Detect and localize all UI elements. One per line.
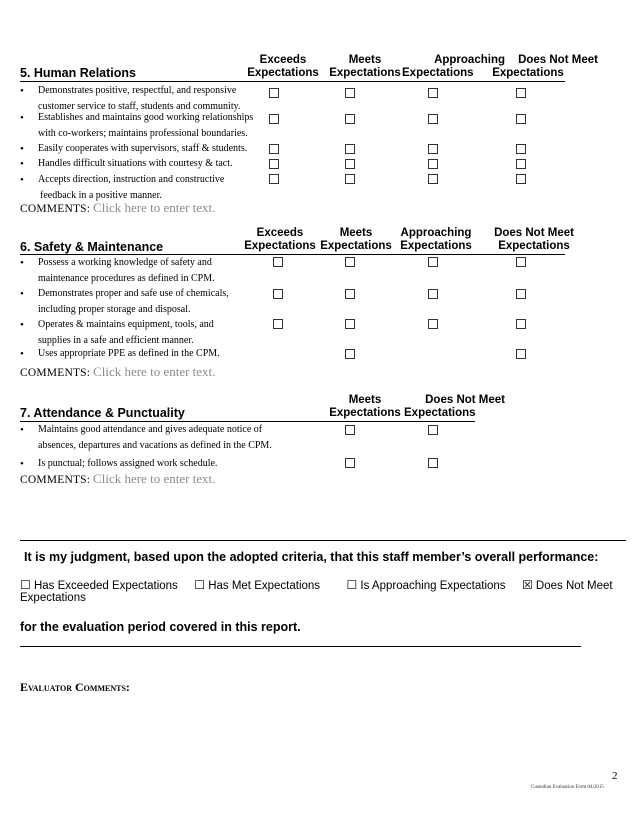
list-item: • Accepts direction, instruction and constructive feedback in a positive manner. xyxy=(20,174,225,201)
overall-rating-options xyxy=(20,578,613,592)
col-does-not-meet-header: Does Not Meet Expectations xyxy=(494,227,574,252)
checkbox-unchecked-icon[interactable]: ☐ xyxy=(20,578,31,592)
comments-field[interactable] xyxy=(20,364,215,380)
col-approaching-header: Approaching Expectations xyxy=(400,227,472,252)
bullet-icon: • xyxy=(20,348,24,360)
page-number: 2 xyxy=(612,770,618,782)
checkbox-approaching[interactable] xyxy=(428,174,438,184)
checkbox-exceeds[interactable] xyxy=(269,159,279,169)
col-approaching-header-2: Expectations xyxy=(402,67,474,79)
checkbox-meets[interactable] xyxy=(345,114,355,124)
checkbox-meets[interactable] xyxy=(345,289,355,299)
checkbox-does-not-meet[interactable] xyxy=(516,114,526,124)
rating-does-not-meet-option[interactable]: ☒ Does Not Meet xyxy=(521,578,613,592)
checkbox-does-not-meet[interactable] xyxy=(428,425,438,435)
list-item: • Easily cooperates with supervisors, staff & students. xyxy=(20,143,248,155)
checkbox-approaching[interactable] xyxy=(428,257,438,267)
list-item: • Operates & maintains equipment, tools, and supplies in a safe and efficient manner. xyxy=(20,319,214,346)
bullet-icon: • xyxy=(20,458,24,470)
checkbox-exceeds[interactable] xyxy=(269,144,279,154)
checkbox-meets[interactable] xyxy=(345,144,355,154)
col-does-not-meet-header-2: Expectations xyxy=(404,407,476,419)
checkbox-meets[interactable] xyxy=(345,425,355,435)
overall-judgment-statement: It is my judgment, based upon the adopted criteria, that this staff member’s overall performance: xyxy=(24,550,599,564)
col-approaching-header: Approaching xyxy=(434,54,505,66)
checkbox-approaching[interactable] xyxy=(428,159,438,169)
checkbox-exceeds[interactable] xyxy=(273,319,283,329)
checkbox-unchecked-icon[interactable]: ☐ xyxy=(194,578,205,592)
checkbox-approaching[interactable] xyxy=(428,88,438,98)
comments-placeholder[interactable]: Click here to enter text. xyxy=(93,200,216,215)
col-does-not-meet-header: Does Not Meet xyxy=(518,54,598,66)
col-meets-header: Meets Expectations xyxy=(329,394,401,419)
comments-field[interactable] xyxy=(20,471,215,487)
evaluation-period-statement: for the evaluation period covered in this report. xyxy=(20,620,301,634)
bullet-icon: • xyxy=(20,424,24,436)
checkbox-exceeds[interactable] xyxy=(269,174,279,184)
col-exceeds-header: Exceeds Expectations xyxy=(244,227,316,252)
footer-form-id: Custodian Evaluation Form 04/2015 xyxy=(531,785,604,790)
checkbox-exceeds[interactable] xyxy=(273,289,283,299)
list-item: • Is punctual; follows assigned work schedule. xyxy=(20,458,218,470)
list-item: • Maintains good attendance and gives adequate notice of absences, departures and vacations as defined in the CPM. xyxy=(20,424,272,451)
checkbox-meets[interactable] xyxy=(345,319,355,329)
comments-label: COMMENTS: xyxy=(20,367,91,379)
checkbox-does-not-meet[interactable] xyxy=(516,159,526,169)
col-does-not-meet-header: Does Not Meet xyxy=(425,394,505,406)
bullet-icon: • xyxy=(20,158,24,170)
list-item: • Demonstrates proper and safe use of chemicals, including proper storage and disposal. xyxy=(20,288,229,315)
checkbox-does-not-meet[interactable] xyxy=(516,257,526,267)
divider xyxy=(20,646,581,647)
section-title: 6. Safety & Maintenance xyxy=(20,240,164,254)
checkbox-checked-icon[interactable]: ☒ xyxy=(521,578,533,592)
comments-placeholder[interactable]: Click here to enter text. xyxy=(93,471,216,486)
rating-exceeded-option[interactable]: ☐ Has Exceeded Expectations xyxy=(20,578,178,592)
list-item: • Demonstrates positive, respectful, and responsive customer service to staff, students and community. xyxy=(20,85,241,112)
section-title: 7. Attendance & Punctuality xyxy=(20,406,185,420)
checkbox-unchecked-icon[interactable]: ☐ xyxy=(346,578,358,592)
comments-placeholder[interactable]: Click here to enter text. xyxy=(93,364,216,379)
checkbox-meets[interactable] xyxy=(345,458,355,468)
checkbox-meets[interactable] xyxy=(345,349,355,359)
checkbox-does-not-meet[interactable] xyxy=(516,349,526,359)
checkbox-does-not-meet[interactable] xyxy=(516,174,526,184)
checkbox-approaching[interactable] xyxy=(428,144,438,154)
comments-label: COMMENTS: xyxy=(20,203,91,215)
rating-does-not-meet-continued: Expectations xyxy=(20,592,86,604)
bullet-icon: • xyxy=(20,288,24,300)
checkbox-exceeds[interactable] xyxy=(273,257,283,267)
col-exceeds-header: Exceeds Expectations xyxy=(247,54,319,79)
checkbox-exceeds[interactable] xyxy=(269,114,279,124)
list-item: • Uses appropriate PPE as defined in the CPM. xyxy=(20,348,220,360)
comments-label: COMMENTS: xyxy=(20,474,91,486)
checkbox-does-not-meet[interactable] xyxy=(516,319,526,329)
evaluator-comments-label: Evaluator Comments: xyxy=(20,680,130,694)
list-item: • Possess a working knowledge of safety and maintenance procedures as defined in CPM. xyxy=(20,257,215,284)
list-item: • Handles difficult situations with courtesy & tact. xyxy=(20,158,233,170)
checkbox-does-not-meet[interactable] xyxy=(516,88,526,98)
section-rule xyxy=(20,81,565,82)
rating-approaching-option[interactable]: ☐ Is Approaching Expectations xyxy=(346,578,506,592)
checkbox-meets[interactable] xyxy=(345,257,355,267)
bullet-icon: • xyxy=(20,174,24,186)
checkbox-meets[interactable] xyxy=(345,174,355,184)
bullet-icon: • xyxy=(20,85,24,97)
checkbox-meets[interactable] xyxy=(345,88,355,98)
checkbox-approaching[interactable] xyxy=(428,319,438,329)
checkbox-approaching[interactable] xyxy=(428,114,438,124)
list-item: • Establishes and maintains good working relationships with co-workers; maintains professional boundaries. xyxy=(20,112,254,139)
comments-field[interactable] xyxy=(20,200,215,216)
checkbox-meets[interactable] xyxy=(345,159,355,169)
section-title: 5. Human Relations xyxy=(20,66,136,80)
col-does-not-meet-header-2: Expectations xyxy=(492,67,564,79)
checkbox-does-not-meet[interactable] xyxy=(516,144,526,154)
divider xyxy=(20,540,626,541)
checkbox-approaching[interactable] xyxy=(428,289,438,299)
col-meets-header: Meets Expectations xyxy=(329,54,401,79)
checkbox-does-not-meet[interactable] xyxy=(428,458,438,468)
bullet-icon: • xyxy=(20,112,24,124)
rating-met-option[interactable]: ☐ Has Met Expectations xyxy=(194,578,321,592)
bullet-icon: • xyxy=(20,319,24,331)
checkbox-does-not-meet[interactable] xyxy=(516,289,526,299)
bullet-icon: • xyxy=(20,257,24,269)
col-meets-header: Meets Expectations xyxy=(320,227,392,252)
checkbox-exceeds[interactable] xyxy=(269,88,279,98)
bullet-icon: • xyxy=(20,143,24,155)
